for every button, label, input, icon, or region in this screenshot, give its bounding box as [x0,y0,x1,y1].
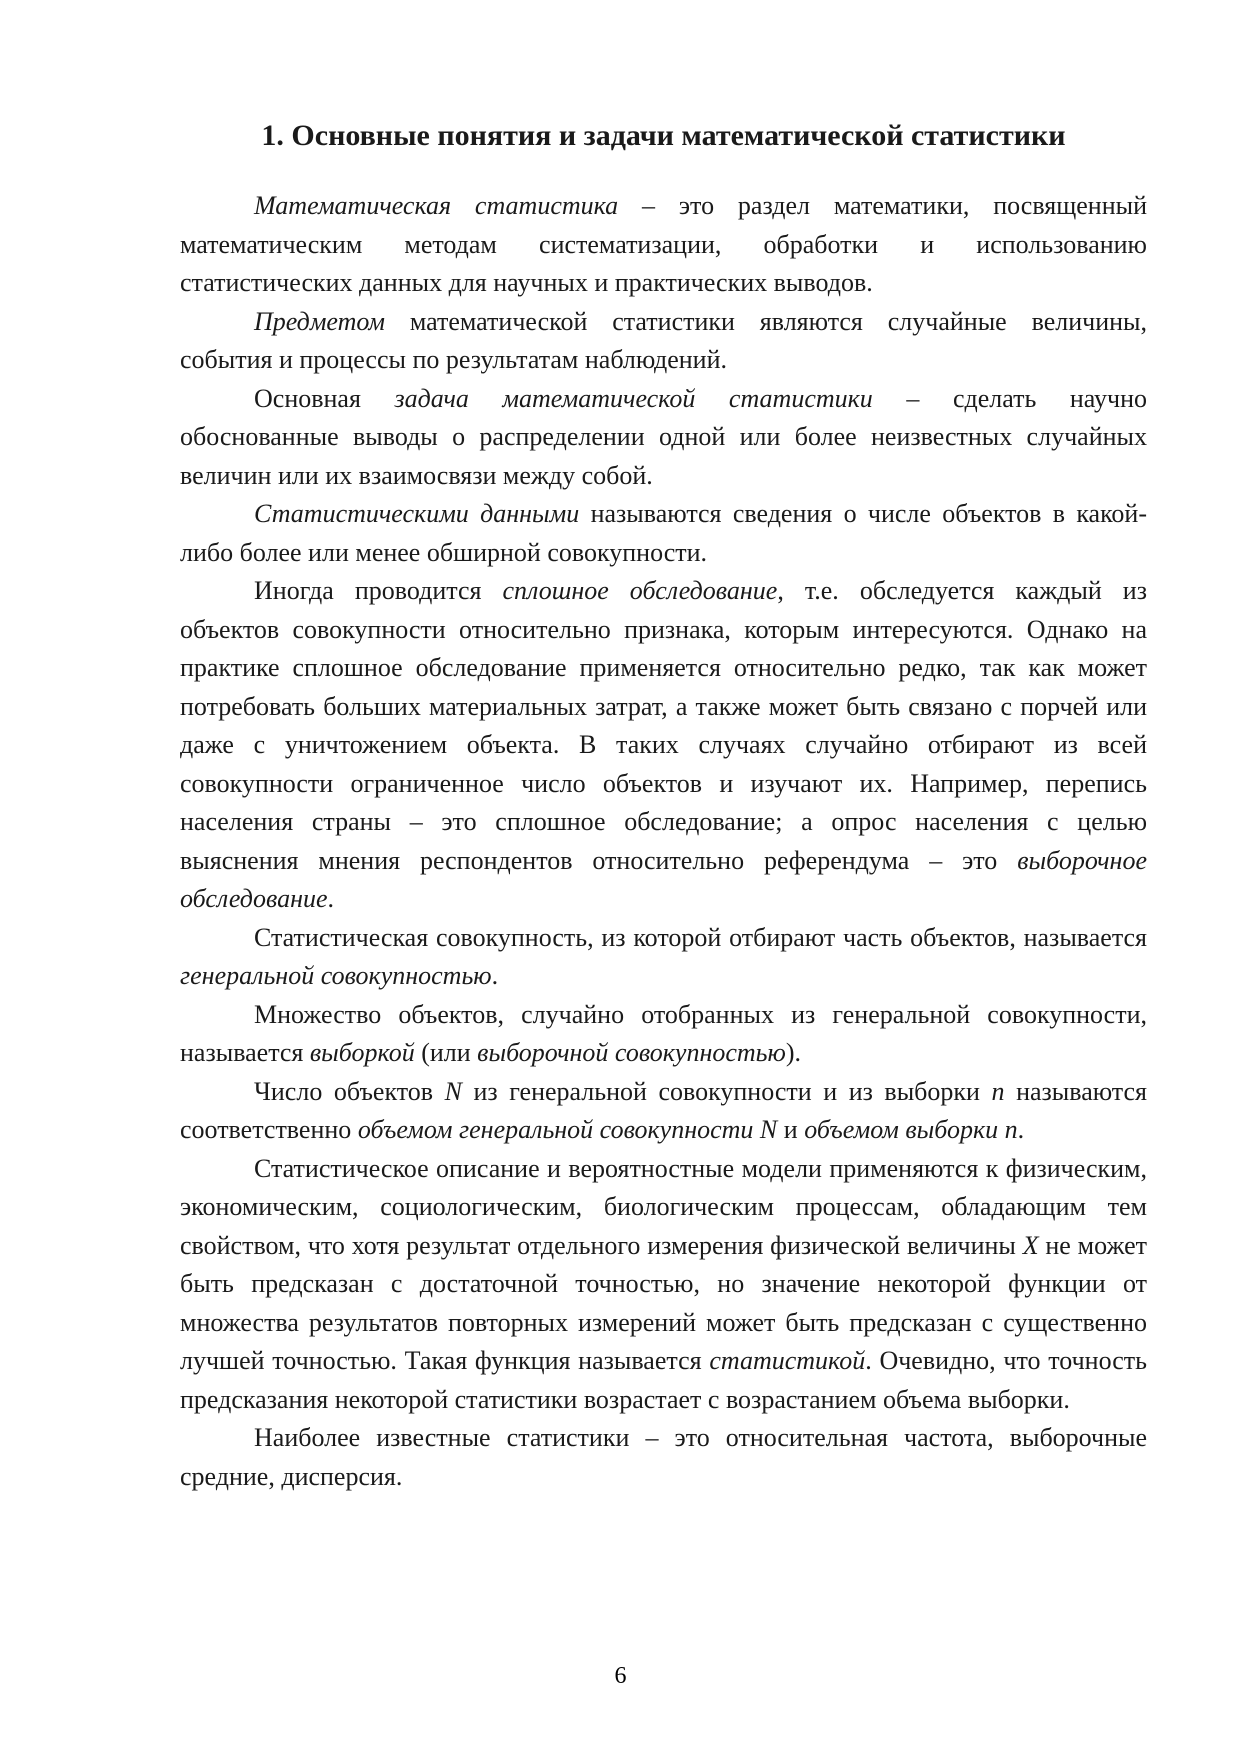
italic-term: задача математической статистики [394,383,873,413]
italic-term: объемом генеральной совокупности N [357,1115,778,1144]
text-run: Наиболее известные статистики – это относительная частота, выборочные средние, дисперсия. [180,1423,1147,1491]
paragraph [180,996,1147,1073]
body-text [180,187,1147,1496]
text-run: (или [414,1038,478,1067]
italic-term: выборочное обследование [180,845,1147,913]
text-run: Основная [254,383,395,413]
italic-term: Статистическими данными [254,499,580,528]
text-run: . [1017,1115,1025,1144]
italic-term: сплошное обследование [502,576,778,605]
text-run: . Очевидно, что точность предсказания некоторой статистики возрастает с возрастанием объема выборки. [180,1346,1147,1414]
page-number: 6 [614,1663,627,1689]
italic-term: Предметом [254,306,385,336]
text-run: называются соответственно [180,1076,1147,1144]
text-run: математической статистики являются случайные величины, события и процессы по результатам наблюдений. [180,306,1147,374]
paragraph [180,303,1147,380]
paragraph [180,1419,1147,1496]
paragraph [180,1150,1147,1420]
text-run: ). [785,1038,802,1067]
italic-term: Математическая статистика [254,191,619,220]
text-run: – сделать научно обоснованные выводы о распределении одной или более неизвестных случайных величин или их взаимосвязи между собой. [180,383,1147,490]
italic-term: объемом выборки n [804,1115,1018,1144]
text-run: Число объектов [254,1076,445,1106]
text-run: , т.е. обследуется каждый из объектов совокупности относительно признака, которым интересуются. Однако на практике сплошное обследование применяется относительно редко, так как может потребовать больших материальных затрат, а также может быть связано с порчей или даже с уничтожением объекта. В таких случаях случайно отбирают из всей совокупности ограниченное число объектов и изучают их. Например, перепись населения страны – это сплошное обследование; а опрос населения с целью выяснения мнения респондентов относительно референдума – это [180,576,1147,875]
paragraph [180,495,1147,572]
italic-term: выборочной совокупностью [477,1038,786,1067]
text-run: – это раздел математики, посвященный математическим методам систематизации, обработки и использованию статистических данных для научных и практических выводов. [180,191,1147,297]
page-title: 1. Основные понятия и задачи математической статистики [261,119,1066,152]
italic-term: генеральной совокупностью [180,961,492,990]
text-run: . [491,961,499,990]
italic-term: N [444,1076,462,1106]
italic-term: n [991,1076,1005,1106]
paragraph [180,919,1147,996]
paragraph [180,187,1147,303]
paragraph [180,1073,1147,1150]
paragraph [180,572,1147,919]
text-run: и [777,1115,805,1144]
text-run: не может быть предсказан с достаточной точностью, но значение некоторой функции от множества результатов повторных измерений может быть предсказан с существенно лучшей точностью. Такая функция называется [180,1230,1147,1375]
italic-term: выборкой [309,1038,415,1067]
paragraph [180,380,1147,496]
text-run: Множество объектов, случайно отобранных из генеральной совокупности, называется [180,999,1147,1067]
text-run: Статистическое описание и вероятностные модели применяются к физическим, экономическим, социологическим, биологическим процессам, обладающим тем свойством, что хотя результат отдельного измерения физической величины [180,1153,1147,1260]
italic-term: X [1022,1230,1039,1260]
text-run: Статистическая совокупность, из которой отбирают часть объектов, называется [254,922,1147,952]
text-run: Иногда проводится [254,576,503,605]
text-run: из генеральной совокупности и из выборки [461,1076,992,1106]
text-run: . [327,884,335,913]
text-run: называются сведения о числе объектов в какой-либо более или менее обширной совокупности. [180,499,1147,567]
italic-term: статистикой [709,1346,866,1375]
